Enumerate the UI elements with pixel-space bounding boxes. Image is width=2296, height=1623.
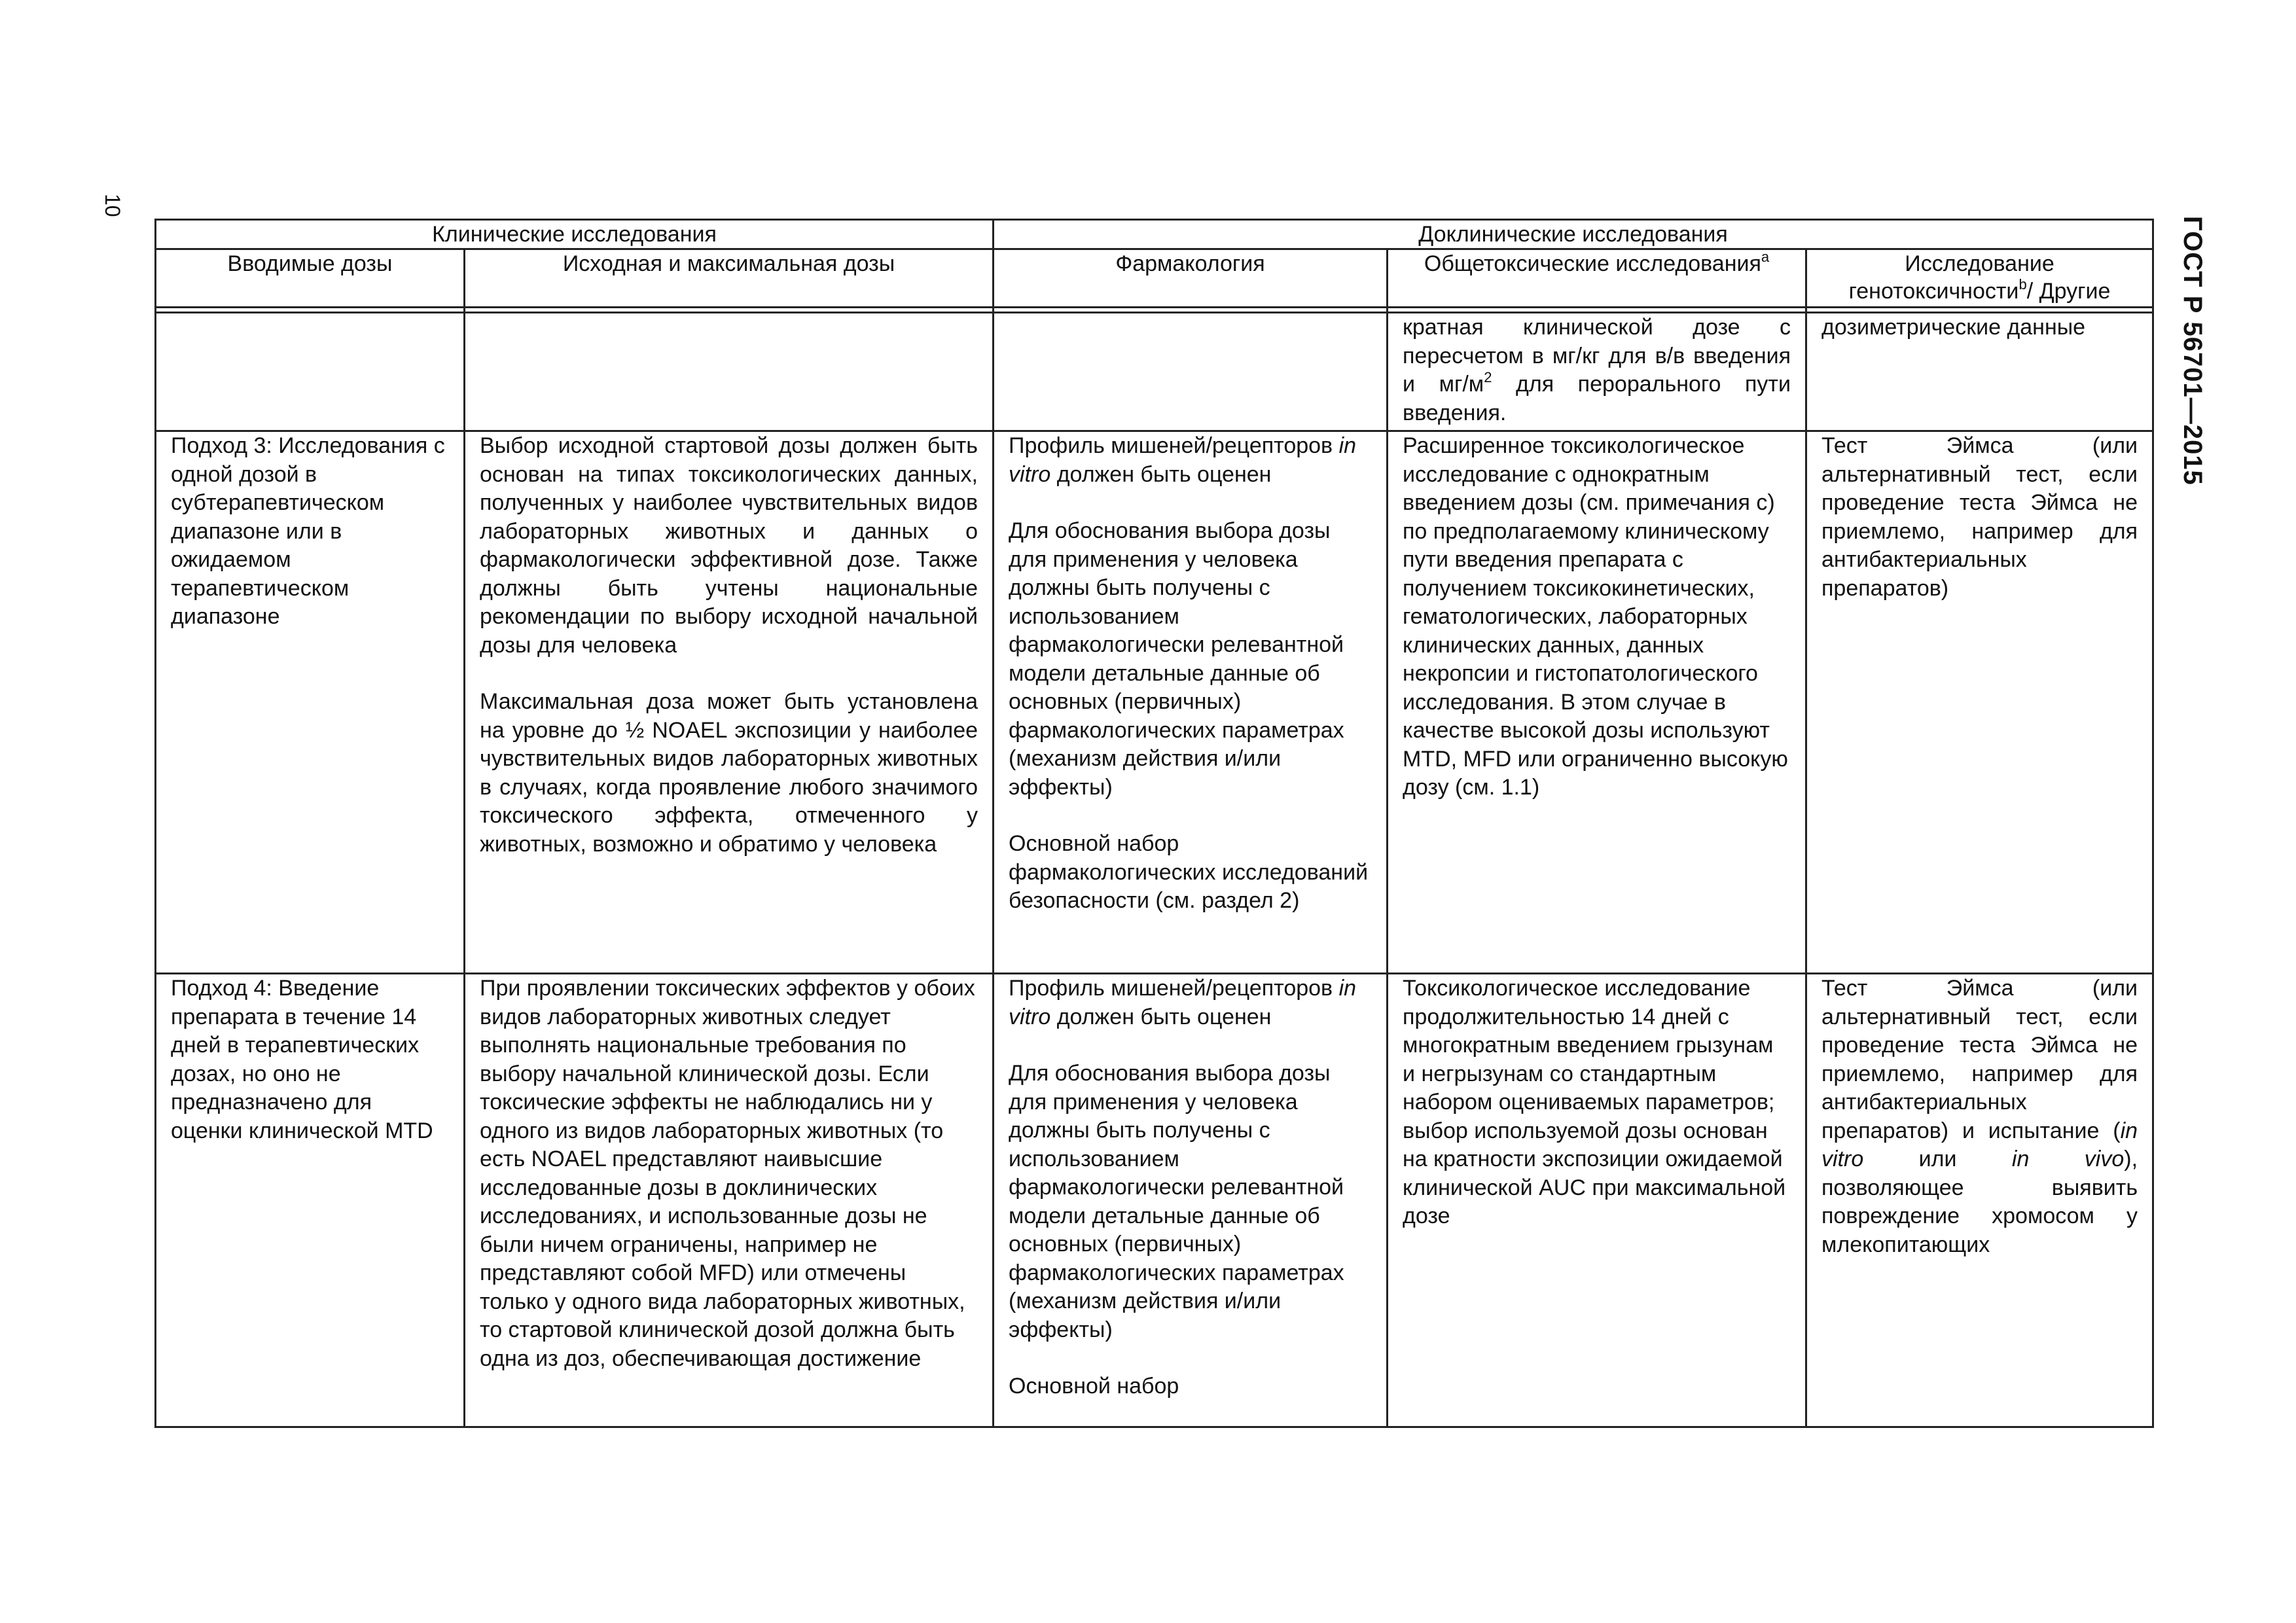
col-header-initial-max: Исходная и максимальная дозы [465, 249, 994, 308]
superscript: 2 [1484, 369, 1492, 385]
table-row [156, 974, 2153, 1427]
cell-initial-max [465, 313, 994, 431]
cell-genotox: Тест Эймса (или альтернативный тест, если проведение теста Эймса не приемлемо, например для антибактериальных препаратов) и испытание (in vitro или in vivo), позволяющее выявить повреждение хромосом у млекопитающих [1806, 974, 2153, 1427]
table-row [156, 313, 2153, 431]
cell-genotox: дозиметрические данные [1806, 313, 2153, 431]
group-header-clinical: Клинические исследования [156, 220, 994, 249]
group-header-row [156, 220, 2153, 249]
cell-doses [156, 313, 465, 431]
col-header-genotox-text: Исследование генотоксичности [1848, 251, 2054, 304]
cell-general-tox: Токсикологическое исследование продолжительностью 14 дней с многократным введением грызунам и негрызунам со стандартным набором оцениваемых параметров; выбор используемой дозы основан на кратности экспозиции ожидаемой клинической AUC при максимальной дозе [1388, 974, 1806, 1427]
standard-code: ГОСТ Р 56701—2015 [2178, 216, 2207, 486]
cell-paragraph: Основной набор [1009, 1374, 1179, 1399]
cell-genotox: Тест Эймса (или альтернативный тест, если проведение теста Эймса не приемлемо, например для антибактериальных препаратов) [1806, 431, 2153, 974]
cell-paragraph: Основной набор фармакологических исследований безопасности (см. раздел 2) [1009, 831, 1369, 913]
cell-initial-max: При проявлении токсических эффектов у обоих видов лабораторных животных следует выполнять национальные требования по выбору начальной клинической дозы. Если токсические эффекты не наблюдались ни у одного из видов лабораторных животных (то есть NOAEL представляют наивысшие исследованные дозы в доклинических исследованиях, и использованные дозы не были ничем ограничены, например не представляют собой MFD) или отмечены только у одного вида лабораторных животных, то стартовой клинической дозой должна быть одна из доз, обеспечивающая достижение [465, 974, 994, 1427]
cell-pharmacology [994, 313, 1388, 431]
cell-text: кратная клинической дозе с пересчетом в мг/кг для в/в введения и мг/м [1403, 315, 1791, 397]
cell-general-tox: Расширенное токсикологическое исследование с однократным введением дозы (см. примечания с) по предполагаемому клиническому пути введения препарата с получением токсикокинетических, гематологических, лабораторных клинических данных, данных некропсии и гистопатологического исследования. В этом случае в качестве высокой дозы используют MTD, MFD или ограниченно высокую дозу (см. 1.1) [1388, 431, 1806, 974]
group-header-preclinical: Доклинические исследования [994, 220, 2153, 249]
col-header-pharmacology: Фармакология [994, 249, 1388, 308]
cell-text: для перорального пути введения. [1403, 372, 1791, 425]
cell-paragraph: Выбор исходной стартовой дозы должен быть основан на типах токсикологических данных, полученных у наиболее чувствительных видов лабораторных животных и данных о фармакологически эффективной дозе. Также должны быть учтены национальные рекомендации по выбору исходной начальной дозы для человека [480, 433, 978, 658]
cell-pharmacology [994, 431, 1388, 974]
cell-doses: Подход 4: Введение препарата в течение 14 дней в терапевтических дозах, но оно не предназначено для оценки клинической MTD [156, 974, 465, 1427]
cell-general-tox [1388, 313, 1806, 431]
table-row [156, 431, 2153, 974]
requirements-table [154, 219, 2154, 1428]
col-header-genotox [1806, 249, 2153, 308]
cell-paragraph: Профиль мишеней/рецепторов in vitro должен быть оценен [1009, 433, 1357, 487]
footnote-marker-b: b [2018, 276, 2027, 293]
cell-paragraph: Для обоснования выбора дозы для применения у человека должны быть получены с использованием фармакологически релевантной модели детальные данные об основных (первичных) фармакологических параметрах (механизм действия и/или эффекты) [1009, 1061, 1344, 1342]
col-header-genotox-others: / Другие [2026, 279, 2111, 304]
col-header-general-tox-text: Общетоксические исследования [1424, 251, 1761, 276]
cell-paragraph: Профиль мишеней/рецепторов in vitro должен быть оценен [1009, 976, 1357, 1029]
cell-paragraph: Для обоснования выбора дозы для применения у человека должны быть получены с использованием фармакологически релевантной модели детальные данные об основных (первичных) фармакологических параметрах (механизм действия и/или эффекты) [1009, 518, 1344, 800]
cell-initial-max [465, 431, 994, 974]
page-number: 10 [101, 194, 124, 217]
cell-paragraph: Максимальная доза может быть установлена на уровне до ½ NOAEL экспозиции у наиболее чувствительных видов лабораторных животных в случаях, когда проявление любого значимого токсического эффекта, отмеченного у животных, возможно и обратимо у человека [480, 689, 978, 857]
cell-doses: Подход 3: Исследования с одной дозой в субтерапевтическом диапазоне или в ожидаемом терапевтическом диапазоне [156, 431, 465, 974]
col-header-general-tox [1388, 249, 1806, 308]
cell-pharmacology [994, 974, 1388, 1427]
col-header-doses: Вводимые дозы [156, 249, 465, 308]
header-separator [156, 308, 2153, 313]
footnote-marker-a: a [1761, 249, 1770, 265]
column-header-row [156, 249, 2153, 308]
